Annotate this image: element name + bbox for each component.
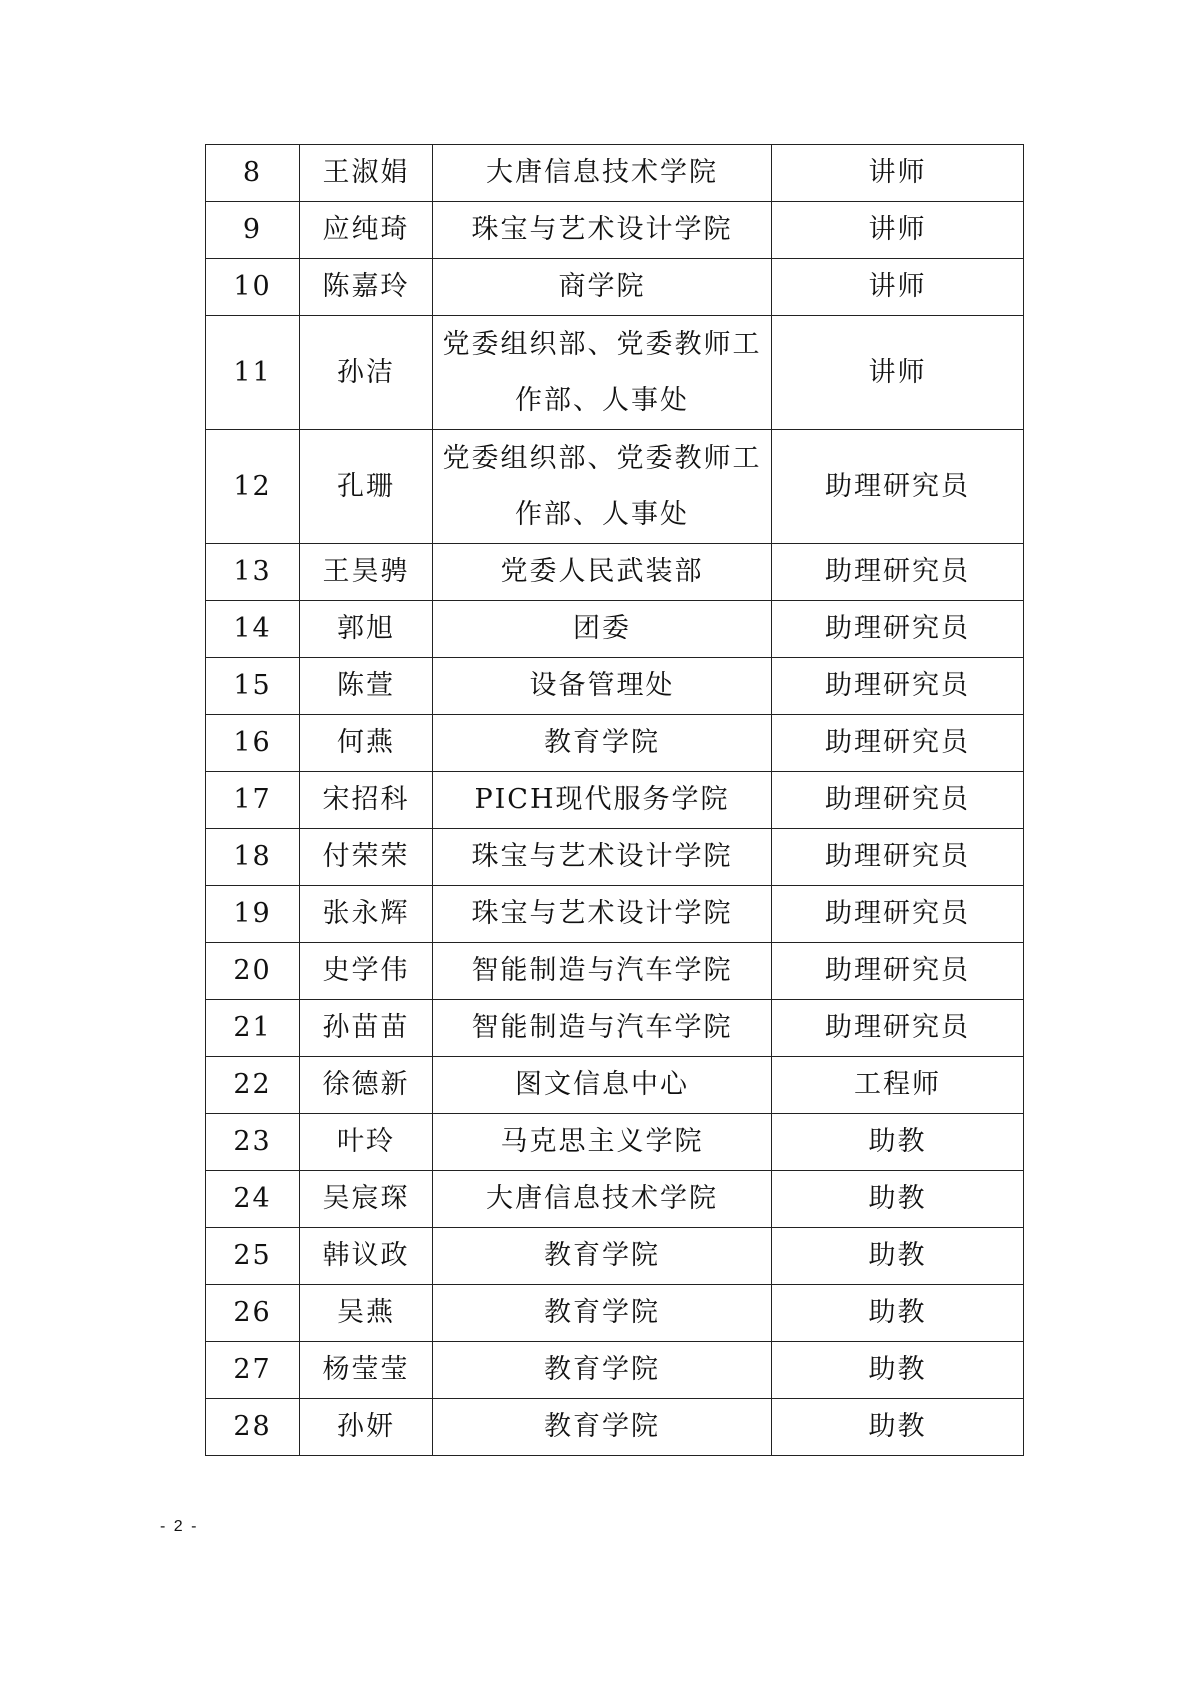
row-number: 12 xyxy=(206,430,300,544)
person-name: 何燕 xyxy=(300,715,433,772)
job-title: 助教 xyxy=(772,1228,1024,1285)
department: PICH现代服务学院 xyxy=(433,772,772,829)
table-row xyxy=(206,145,1024,202)
row-number: 9 xyxy=(206,202,300,259)
department: 教育学院 xyxy=(433,1399,772,1456)
person-name: 史学伟 xyxy=(300,943,433,1000)
job-title: 讲师 xyxy=(772,259,1024,316)
department: 党委人民武装部 xyxy=(433,544,772,601)
row-number: 24 xyxy=(206,1171,300,1228)
person-name: 王淑娟 xyxy=(300,145,433,202)
row-number: 26 xyxy=(206,1285,300,1342)
department: 珠宝与艺术设计学院 xyxy=(433,829,772,886)
row-number: 14 xyxy=(206,601,300,658)
person-name: 郭旭 xyxy=(300,601,433,658)
department: 珠宝与艺术设计学院 xyxy=(433,202,772,259)
table-row xyxy=(206,1171,1024,1228)
table-row xyxy=(206,202,1024,259)
row-number: 27 xyxy=(206,1342,300,1399)
staff-table xyxy=(205,144,1024,1456)
page-number: - 2 - xyxy=(160,1518,199,1535)
table-row xyxy=(206,1114,1024,1171)
row-number: 11 xyxy=(206,316,300,430)
job-title: 讲师 xyxy=(772,145,1024,202)
person-name: 孙妍 xyxy=(300,1399,433,1456)
job-title: 助教 xyxy=(772,1399,1024,1456)
person-name: 陈萱 xyxy=(300,658,433,715)
table-row xyxy=(206,259,1024,316)
job-title: 助理研究员 xyxy=(772,430,1024,544)
job-title: 助教 xyxy=(772,1114,1024,1171)
row-number: 10 xyxy=(206,259,300,316)
table-row xyxy=(206,430,1024,544)
job-title: 助理研究员 xyxy=(772,772,1024,829)
person-name: 徐德新 xyxy=(300,1057,433,1114)
table-row xyxy=(206,1399,1024,1456)
department: 教育学院 xyxy=(433,715,772,772)
person-name: 张永辉 xyxy=(300,886,433,943)
row-number: 8 xyxy=(206,145,300,202)
department: 设备管理处 xyxy=(433,658,772,715)
table-row xyxy=(206,715,1024,772)
job-title: 助理研究员 xyxy=(772,658,1024,715)
table-row xyxy=(206,943,1024,1000)
table-row xyxy=(206,658,1024,715)
row-number: 15 xyxy=(206,658,300,715)
table-row xyxy=(206,1228,1024,1285)
row-number: 19 xyxy=(206,886,300,943)
job-title: 助理研究员 xyxy=(772,943,1024,1000)
person-name: 陈嘉玲 xyxy=(300,259,433,316)
department: 智能制造与汽车学院 xyxy=(433,943,772,1000)
staff-table-body xyxy=(206,145,1024,1456)
person-name: 孔珊 xyxy=(300,430,433,544)
table-row xyxy=(206,1285,1024,1342)
department: 大唐信息技术学院 xyxy=(433,1171,772,1228)
person-name: 吴宸琛 xyxy=(300,1171,433,1228)
job-title: 助教 xyxy=(772,1285,1024,1342)
person-name: 杨莹莹 xyxy=(300,1342,433,1399)
department: 教育学院 xyxy=(433,1285,772,1342)
row-number: 16 xyxy=(206,715,300,772)
person-name: 王昊骋 xyxy=(300,544,433,601)
table-row xyxy=(206,601,1024,658)
person-name: 叶玲 xyxy=(300,1114,433,1171)
table-row xyxy=(206,829,1024,886)
department: 马克思主义学院 xyxy=(433,1114,772,1171)
department: 教育学院 xyxy=(433,1228,772,1285)
row-number: 22 xyxy=(206,1057,300,1114)
table-row xyxy=(206,886,1024,943)
table-row xyxy=(206,316,1024,430)
department: 团委 xyxy=(433,601,772,658)
person-name: 孙洁 xyxy=(300,316,433,430)
person-name: 应纯琦 xyxy=(300,202,433,259)
job-title: 工程师 xyxy=(772,1057,1024,1114)
job-title: 助理研究员 xyxy=(772,886,1024,943)
table-row xyxy=(206,544,1024,601)
department: 智能制造与汽车学院 xyxy=(433,1000,772,1057)
job-title: 助理研究员 xyxy=(772,829,1024,886)
department: 大唐信息技术学院 xyxy=(433,145,772,202)
person-name: 付荣荣 xyxy=(300,829,433,886)
table-row xyxy=(206,772,1024,829)
person-name: 孙苗苗 xyxy=(300,1000,433,1057)
department: 党委组织部、党委教师工作部、人事处 xyxy=(433,430,772,544)
row-number: 17 xyxy=(206,772,300,829)
department: 教育学院 xyxy=(433,1342,772,1399)
row-number: 23 xyxy=(206,1114,300,1171)
row-number: 21 xyxy=(206,1000,300,1057)
department: 图文信息中心 xyxy=(433,1057,772,1114)
department: 珠宝与艺术设计学院 xyxy=(433,886,772,943)
department: 党委组织部、党委教师工作部、人事处 xyxy=(433,316,772,430)
job-title: 助教 xyxy=(772,1342,1024,1399)
job-title: 助理研究员 xyxy=(772,544,1024,601)
job-title: 助理研究员 xyxy=(772,601,1024,658)
person-name: 宋招科 xyxy=(300,772,433,829)
row-number: 28 xyxy=(206,1399,300,1456)
row-number: 25 xyxy=(206,1228,300,1285)
table-row xyxy=(206,1000,1024,1057)
table-row xyxy=(206,1342,1024,1399)
department: 商学院 xyxy=(433,259,772,316)
job-title: 讲师 xyxy=(772,202,1024,259)
job-title: 讲师 xyxy=(772,316,1024,430)
row-number: 13 xyxy=(206,544,300,601)
job-title: 助理研究员 xyxy=(772,1000,1024,1057)
job-title: 助理研究员 xyxy=(772,715,1024,772)
row-number: 18 xyxy=(206,829,300,886)
row-number: 20 xyxy=(206,943,300,1000)
job-title: 助教 xyxy=(772,1171,1024,1228)
table-row xyxy=(206,1057,1024,1114)
person-name: 韩议政 xyxy=(300,1228,433,1285)
person-name: 吴燕 xyxy=(300,1285,433,1342)
